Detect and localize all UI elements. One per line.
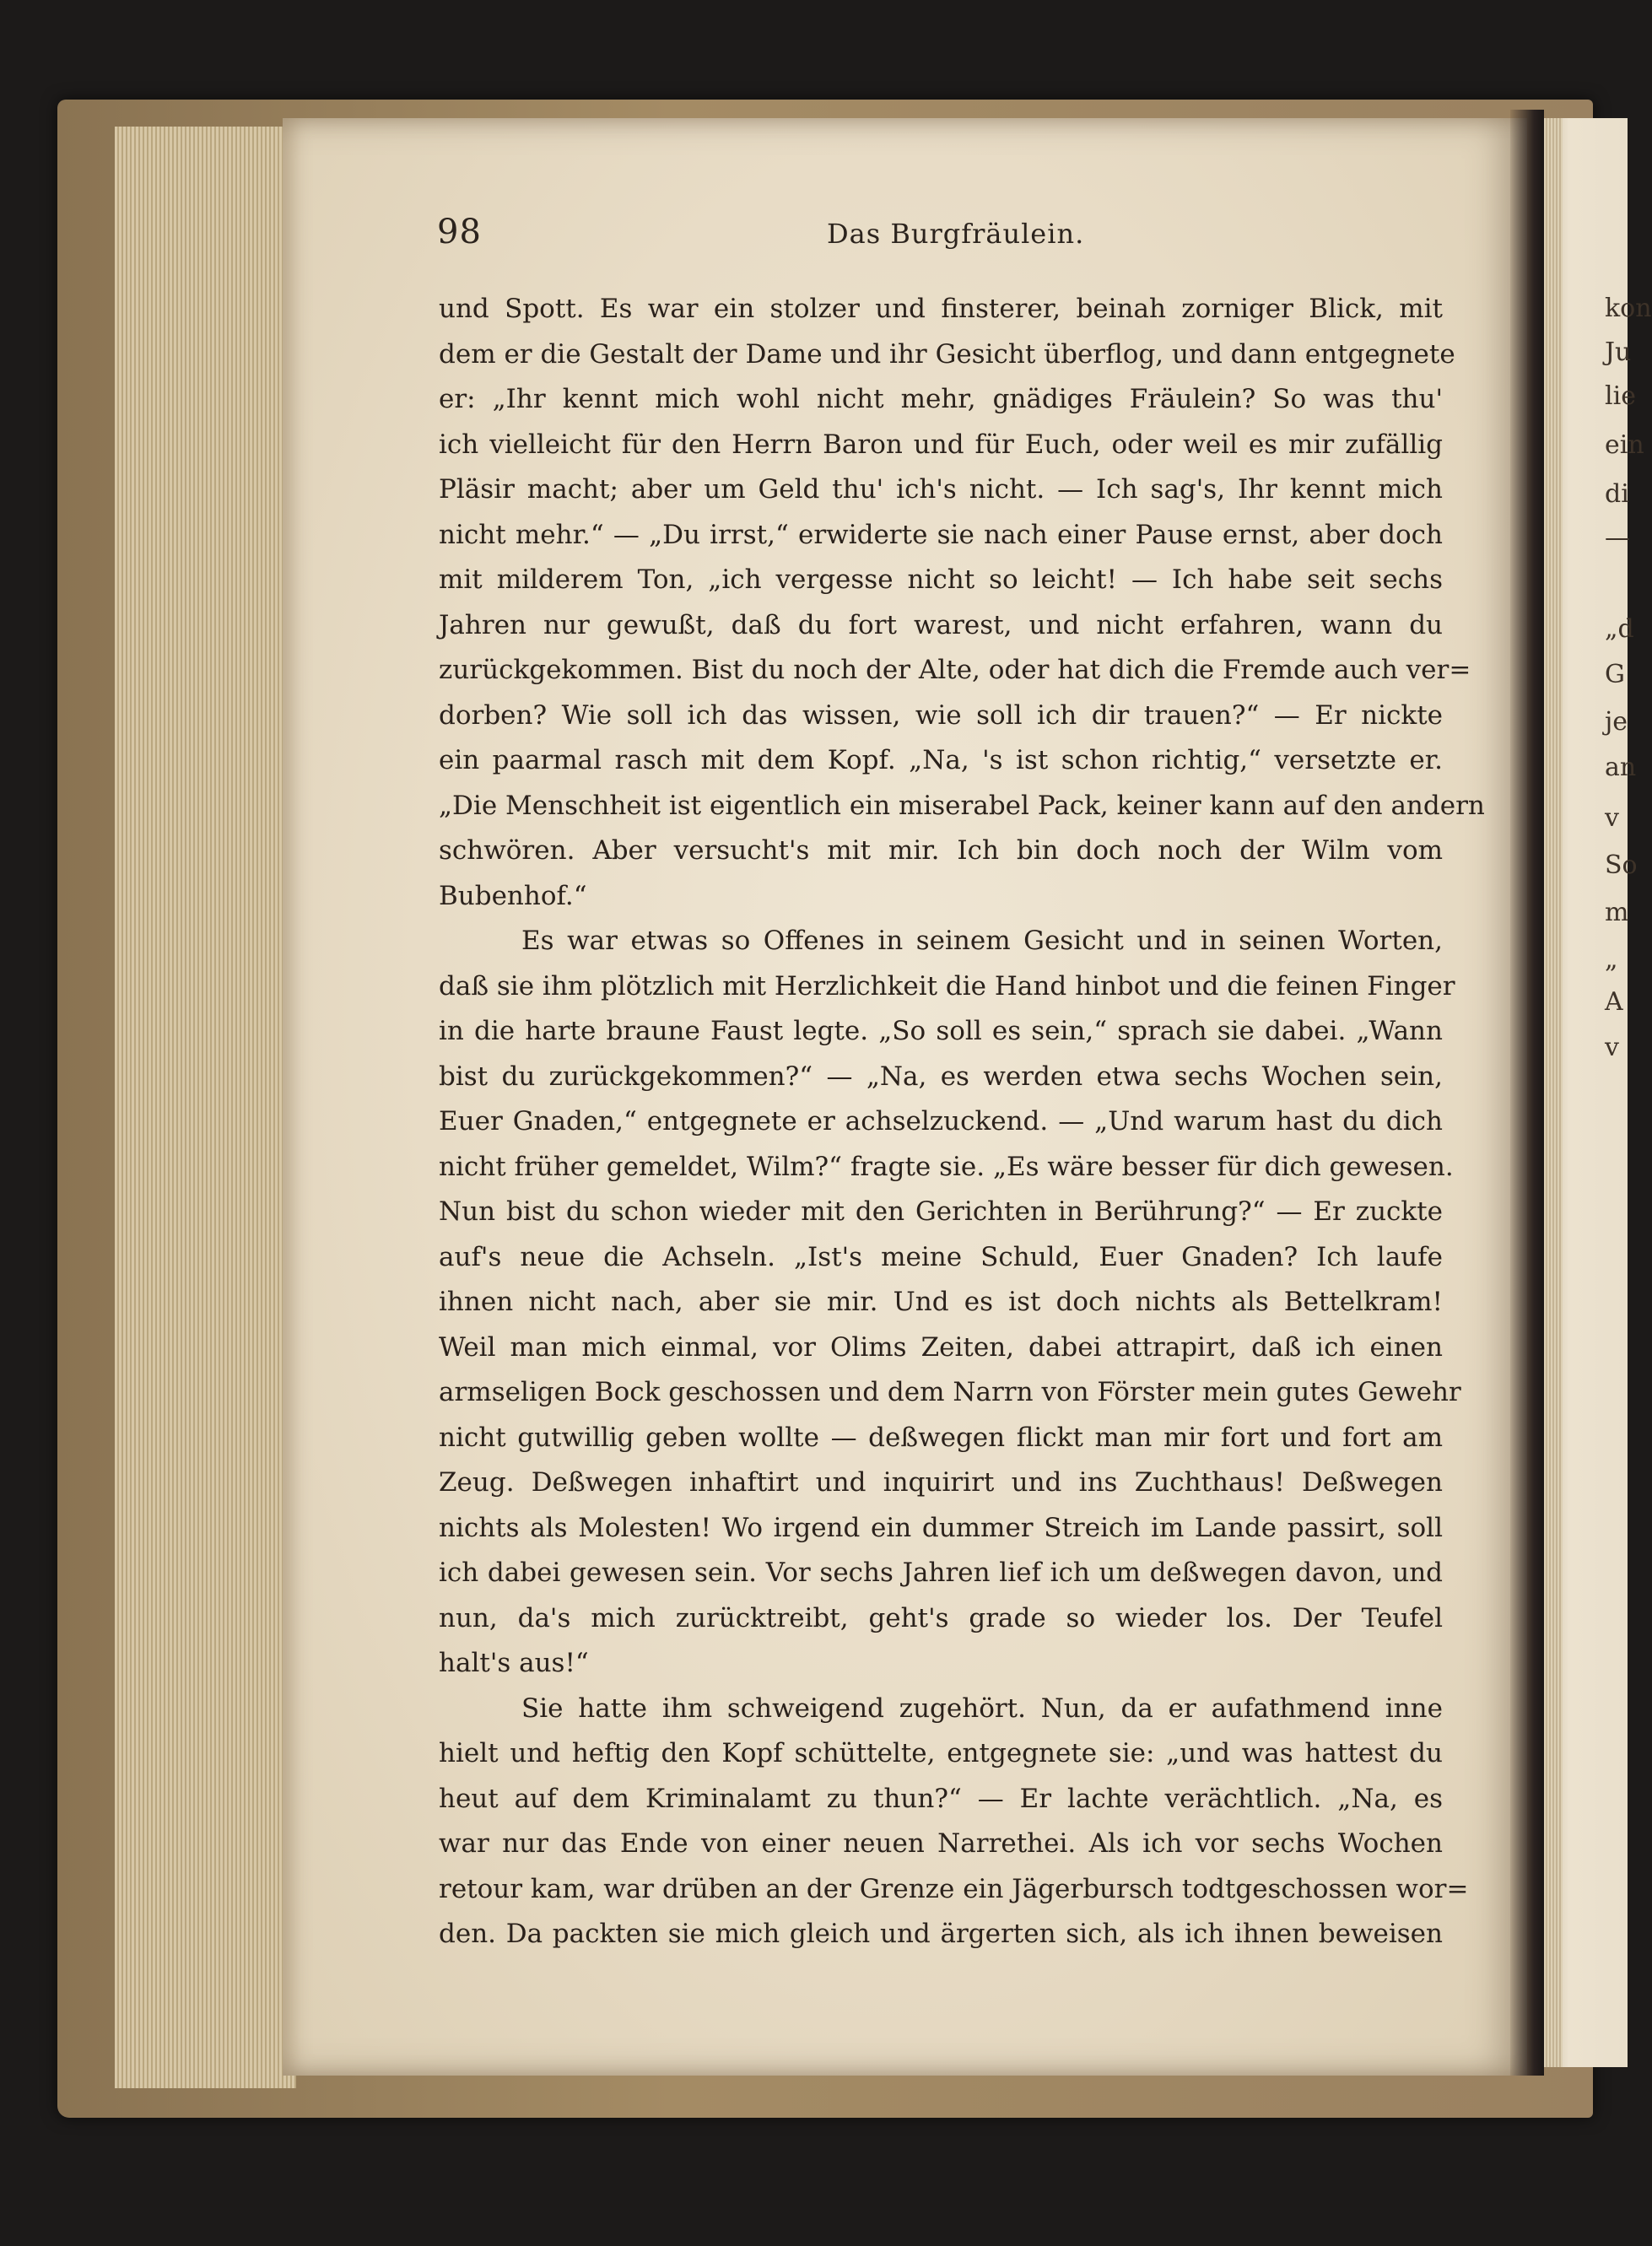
text-line: ich vielleicht für den Herrn Baron und für Euch, oder weil es mir zufällig xyxy=(439,429,1443,460)
facing-page-fragment: m xyxy=(1605,898,1629,927)
text-line: in die harte braune Faust legte. „So soll es sein,“ sprach sie dabei. „Wann xyxy=(439,1016,1443,1046)
facing-page-fragment: je xyxy=(1605,707,1628,737)
facing-page-fragment: So xyxy=(1605,850,1638,880)
facing-page-fragment: kon xyxy=(1605,294,1652,323)
text-line: ein paarmal rasch mit dem Kopf. „Na, 's ist schon richtig,“ versetzte er. xyxy=(439,745,1443,775)
facing-page-fragment: v xyxy=(1605,803,1619,833)
text-line: hielt und heftig den Kopf schüttelte, entgegnete sie: „und was hattest du xyxy=(439,1738,1443,1768)
text-line: bist du zurückgekommen?“ — „Na, es werden etwa sechs Wochen sein, xyxy=(439,1061,1443,1092)
text-line: zurückgekommen. Bist du noch der Alte, oder hat dich die Fremde auch ver= xyxy=(439,655,1471,685)
text-line: ich dabei gewesen sein. Vor sechs Jahren lief ich um deßwegen davon, und xyxy=(439,1558,1443,1588)
text-line: ihnen nicht nach, aber sie mir. Und es ist doch nichts als Bettelkram! xyxy=(439,1287,1443,1317)
text-line: nichts als Molesten! Wo irgend ein dummer Streich im Lande passirt, soll xyxy=(439,1512,1443,1543)
text-line: Pläsir macht; aber um Geld thu' ich's nicht. — Ich sag's, Ihr kennt mich xyxy=(439,474,1443,505)
text-line: daß sie ihm plötzlich mit Herzlichkeit die Hand hinbot und die feinen Finger xyxy=(439,970,1455,1002)
facing-page-fragment: v xyxy=(1605,1033,1619,1062)
text-line: auf's neue die Achseln. „Ist's meine Schuld, Euer Gnaden? Ich laufe xyxy=(439,1241,1443,1272)
text-line: Es war etwas so Offenes in seinem Gesicht und in seinen Worten, xyxy=(521,926,1443,956)
text-line: Bubenhof.“ xyxy=(439,880,587,911)
facing-page-edge xyxy=(1544,118,1563,2067)
text-line: halt's aus!“ xyxy=(439,1648,589,1678)
text-line: er: „Ihr kennt mich wohl nicht mehr, gnädiges Fräulein? So was thu' xyxy=(439,384,1443,414)
page-number: 98 xyxy=(437,213,482,251)
facing-page-fragment: Ju xyxy=(1605,337,1632,367)
text-line: nun, da's mich zurücktreibt, geht's grade so wieder los. Der Teufel xyxy=(439,1602,1443,1633)
text-line: nicht gutwillig geben wollte — deßwegen flickt man mir fort und fort am xyxy=(439,1422,1443,1453)
text-line: nicht mehr.“ — „Du irrst,“ erwiderte sie nach einer Pause ernst, aber doch xyxy=(439,519,1443,550)
text-line: Nun bist du schon wieder mit den Gerichten in Berührung?“ — Er zuckte xyxy=(439,1196,1443,1227)
text-line: Zeug. Deßwegen inhaftirt und inquirirt und ins Zuchthaus! Deßwegen xyxy=(439,1467,1443,1498)
text-line: den. Da packten sie mich gleich und ärgerten sich, als ich ihnen beweisen xyxy=(439,1919,1443,1949)
facing-page-fragment: lie xyxy=(1605,381,1636,411)
text-line: und Spott. Es war ein stolzer und finsterer, beinah zorniger Blick, mit xyxy=(439,294,1443,324)
text-line: „Die Menschheit ist eigentlich ein miserabel Pack, keiner kann auf den andern xyxy=(439,790,1485,821)
page-edges xyxy=(110,127,296,2088)
text-line: Euer Gnaden,“ entgegnete er achselzuckend. — „Und warum hast du dich xyxy=(439,1106,1443,1136)
text-line: retour kam, war drüben an der Grenze ein Jägerbursch todtgeschossen wor= xyxy=(439,1873,1469,1904)
running-title: Das Burgfräulein. xyxy=(827,218,1085,250)
facing-page-fragment: A xyxy=(1605,987,1623,1017)
facing-page-fragment: „ xyxy=(1605,945,1618,975)
text-line: Sie hatte ihm schweigend zugehört. Nun, da er aufathmend inne xyxy=(521,1693,1443,1724)
text-line: nicht früher gemeldet, Wilm?“ fragte sie. „Es wäre besser für dich gewesen. xyxy=(439,1151,1454,1182)
facing-page-fragment: ein xyxy=(1605,430,1644,460)
text-line: dorben? Wie soll ich das wissen, wie soll ich dir trauen?“ — Er nickte xyxy=(439,699,1443,731)
text-line: Jahren nur gewußt, daß du fort warest, und nicht erfahren, wann du xyxy=(439,609,1443,640)
facing-page-fragment: „d xyxy=(1605,614,1634,644)
facing-page-fragment: — xyxy=(1605,523,1630,553)
facing-page-fragment: di xyxy=(1605,479,1629,509)
text-line: heut auf dem Kriminalamt zu thun?“ — Er lachte verächtlich. „Na, es xyxy=(439,1783,1443,1814)
text-line: mit milderem Ton, „ich vergesse nicht so leicht! — Ich habe seit sechs xyxy=(439,564,1443,595)
facing-page-fragment: G xyxy=(1605,660,1625,689)
text-line: armseligen Bock geschossen und dem Narrn von Förster mein gutes Gewehr xyxy=(439,1377,1461,1407)
text-line: dem er die Gestalt der Dame und ihr Gesicht überflog, und dann entgegnete xyxy=(439,338,1455,370)
body-text xyxy=(439,287,1485,1957)
text-line: war nur das Ende von einer neuen Narrethei. Als ich vor sechs Wochen xyxy=(439,1828,1443,1859)
text-line: Weil man mich einmal, vor Olims Zeiten, dabei attrapirt, daß ich einen xyxy=(439,1331,1443,1363)
book-gutter xyxy=(1510,110,1544,2076)
facing-page-fragment: an xyxy=(1605,753,1637,782)
text-line: schwören. Aber versucht's mit mir. Ich bin doch noch der Wilm vom xyxy=(439,835,1443,866)
